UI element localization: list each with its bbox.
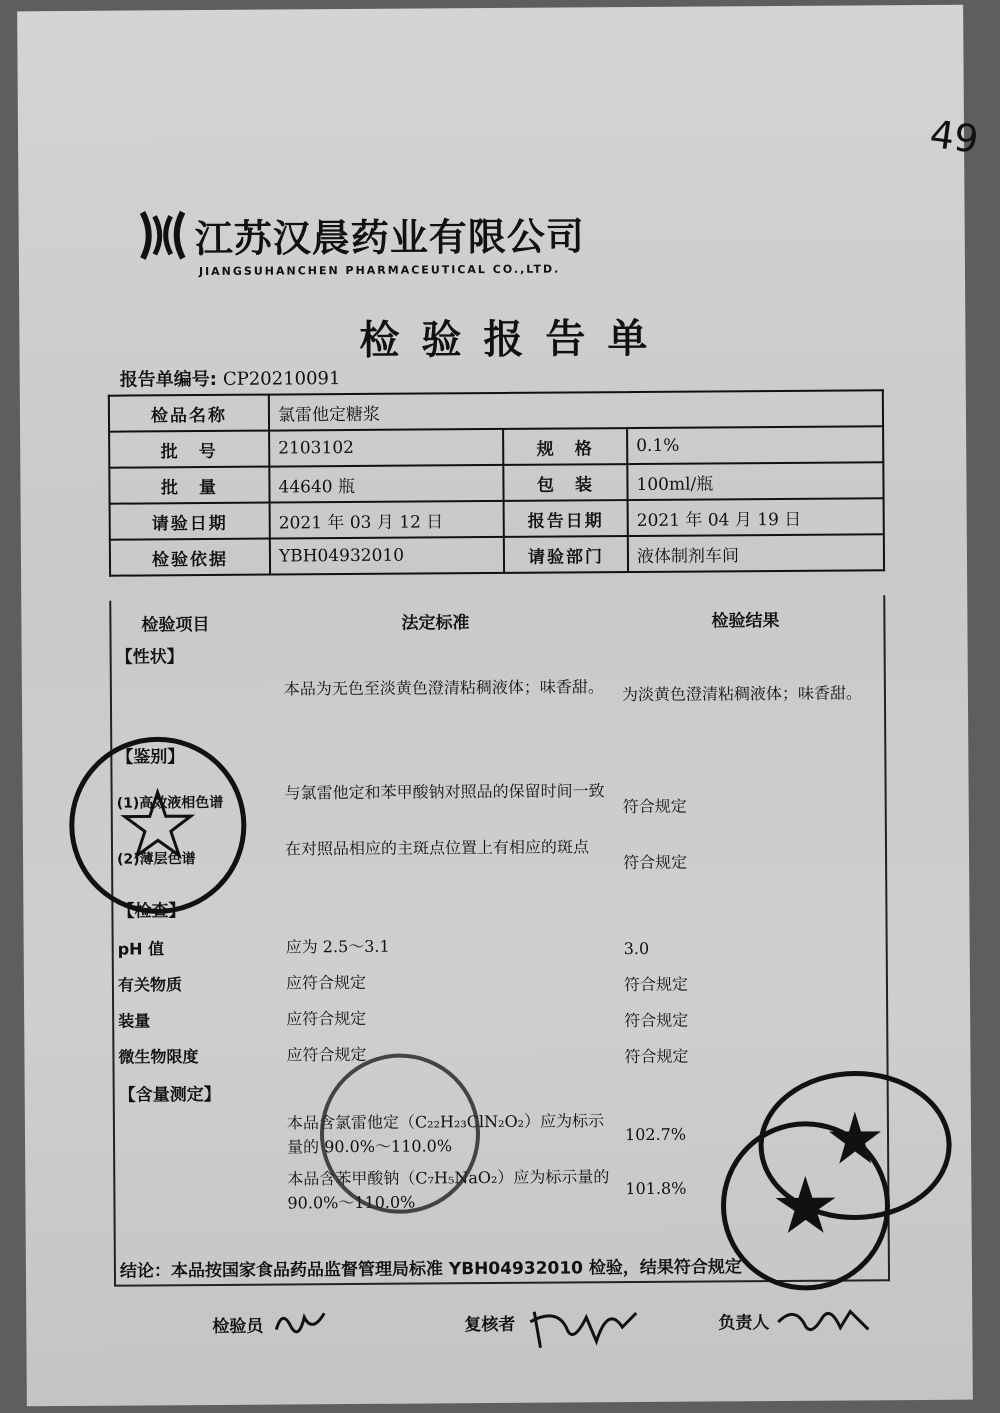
request-date-label: 请验日期	[110, 503, 270, 540]
section-examination: 【检查】	[117, 901, 186, 922]
package-label: 包 装	[503, 464, 627, 501]
exam-result-impurities: 符合规定	[623, 974, 689, 995]
product-value: 氯雷他定糖浆	[269, 390, 883, 430]
appearance-standard: 本品为无色至淡黄色澄清粘稠液体；味香甜。	[283, 677, 604, 699]
document-title: 检验报告单	[359, 315, 670, 364]
company-logo-icon	[137, 206, 189, 264]
section-identification: 【鉴别】	[116, 747, 185, 768]
spec-label: 规 格	[503, 428, 627, 465]
column-head-result: 检验结果	[711, 611, 780, 632]
ident-result-1: 符合规定	[622, 796, 687, 817]
row-quantity	[109, 462, 883, 503]
column-head-standard: 法定标准	[401, 613, 470, 634]
product-label: 检品名称	[109, 395, 269, 432]
quantity-value: 44640 瓶	[269, 465, 503, 503]
report-date-label: 报告日期	[504, 500, 628, 537]
ident-item-1: (1)高效液相色谱	[116, 794, 224, 812]
assay-standard-2: 本品含苯甲酸钠（C₇H₅NaO₂）应为标示量的 90.0%～110.0%	[287, 1167, 610, 1213]
exam-standard-fill: 应符合规定	[286, 1008, 367, 1029]
company-logo	[137, 203, 585, 264]
corner-page-number: 49	[927, 111, 982, 162]
ident-item-2: (2)薄层色谱	[117, 851, 196, 868]
company-name-cn: 江苏汉晨药业有限公司	[194, 213, 585, 261]
exam-item-ph: pH 值	[117, 939, 165, 959]
row-basis	[110, 534, 884, 575]
column-head-item: 检验项目	[141, 614, 210, 636]
exam-standard-ph: 应为 2.5～3.1	[285, 936, 390, 957]
section-assay: 【含量测定】	[118, 1084, 221, 1106]
exam-item-microbial: 微生物限度	[118, 1047, 199, 1067]
signature-reviewer-label: 复核者	[464, 1314, 516, 1336]
exam-standard-impurities: 应符合规定	[285, 972, 367, 993]
report-date-value: 2021 年 04 月 19 日	[628, 498, 884, 536]
ident-standard-1: 与氯雷他定和苯甲酸钠对照品的保留时间一致	[284, 781, 605, 803]
exam-result-fill: 符合规定	[624, 1010, 689, 1031]
exam-item-fill: 装量	[118, 1011, 151, 1031]
signature-responsible-mark	[774, 1301, 874, 1342]
exam-result-microbial: 符合规定	[624, 1046, 689, 1067]
basis-value: YBH04932010	[270, 537, 504, 575]
exam-result-ph: 3.0	[623, 938, 650, 959]
signature-reviewer-mark	[526, 1297, 646, 1354]
ident-standard-2: 在对照品相应的主斑点位置上有相应的斑点	[284, 837, 590, 859]
stamp-middle-seal	[314, 1048, 485, 1219]
row-product	[109, 390, 883, 431]
spec-value: 0.1%	[627, 426, 883, 464]
report-page	[17, 5, 982, 1407]
stamp-right-inner-seal	[715, 1115, 896, 1296]
basis-label: 检验依据	[110, 539, 270, 576]
exam-item-impurities: 有关物质	[117, 975, 183, 995]
frame-left	[109, 601, 116, 1286]
assay-standard-1: 本品含氯雷他定（C₂₂H₂₃ClN₂O₂）应为标示量的 90.0%～110.0%	[286, 1111, 605, 1157]
conclusion: 结论：本品按国家食品药品监督管理局标准 YBH04932010 检验，结果符合规定	[119, 1257, 742, 1282]
stamp-left-seal	[62, 730, 253, 921]
exam-standard-microbial: 应符合规定	[286, 1044, 367, 1065]
batch-label: 批 号	[109, 431, 269, 468]
section-appearance: 【性状】	[115, 647, 184, 668]
assay-result-2: 101.8%	[625, 1178, 687, 1199]
assay-result-1: 102.7%	[624, 1124, 687, 1145]
quantity-label: 批 量	[109, 467, 269, 504]
request-date-value: 2021 年 03 月 12 日	[270, 501, 504, 539]
signature-responsible-label: 负责人	[718, 1313, 770, 1334]
row-batch	[109, 426, 883, 467]
ident-result-2: 符合规定	[623, 852, 688, 873]
company-name-en: JIANGSUHANCHEN PHARMACEUTICAL CO.,LTD.	[198, 262, 561, 279]
info-grid	[108, 389, 885, 576]
report-number	[120, 364, 341, 392]
department-value: 液体制剂车间	[628, 534, 884, 572]
signature-inspector-mark	[272, 1303, 328, 1339]
signature-inspector-label: 检验员	[212, 1316, 264, 1337]
department-label: 请验部门	[504, 536, 628, 573]
appearance-result: 为淡黄色澄清粘稠液体；味香甜。	[621, 683, 863, 705]
report-number-label: 报告单编号:	[119, 368, 217, 391]
report-number-value: CP20210091	[222, 368, 341, 390]
batch-value: 2103102	[269, 429, 503, 467]
row-dates	[110, 498, 884, 539]
package-value: 100ml/瓶	[627, 462, 883, 500]
